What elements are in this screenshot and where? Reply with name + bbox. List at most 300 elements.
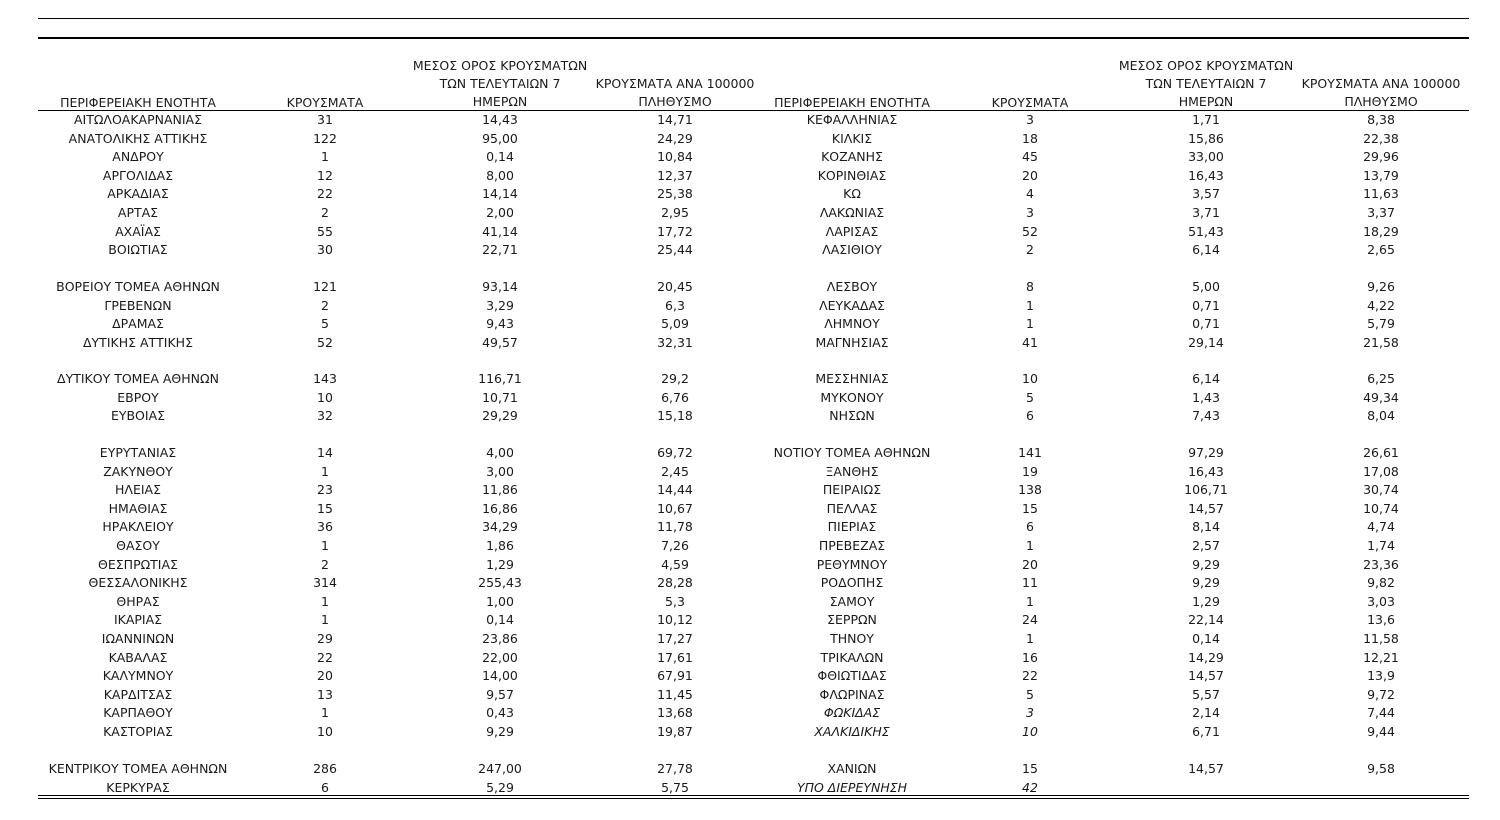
cell-cases: 1 [321, 612, 329, 628]
cell-region: ΗΡΑΚΛΕΙΟΥ [102, 519, 174, 535]
cell-region: ΕΥΒΟΙΑΣ [110, 408, 166, 424]
cell-region: ΙΚΑΡΙΑΣ [113, 612, 163, 628]
cell-avg7: 6,71 [1192, 724, 1220, 739]
header-cases-left: ΚΡΟΥΣΜΑΤΑ [286, 95, 364, 110]
cell-per100k: 8,38 [1367, 112, 1395, 127]
cell-per100k: 20,45 [657, 279, 693, 294]
table-row [0, 704, 1500, 722]
cell-cases: 1 [321, 593, 329, 609]
header-avg7-right-line2: ΤΩΝ ΤΕΛΕΥΤΑΙΩΝ 7 [1145, 76, 1267, 91]
cell-avg7: 7,43 [1192, 408, 1220, 424]
cell-per100k: 6,25 [1367, 371, 1395, 386]
cell-per100k: 25,38 [657, 186, 693, 202]
cell-cases: 1 [321, 538, 329, 553]
cell-cases: 1 [1026, 316, 1034, 332]
cell-region: ΦΩΚΙΔΑΣ [823, 705, 881, 721]
cell-per100k: 9,82 [1367, 575, 1395, 591]
cell-per100k: 7,26 [661, 538, 689, 553]
cell-avg7: 4,00 [486, 445, 514, 460]
table-row [0, 204, 1500, 222]
cell-avg7: 5,57 [1192, 686, 1220, 702]
cell-avg7: 9,57 [486, 686, 514, 702]
cell-cases: 2 [1026, 242, 1034, 258]
cell-cases: 5 [321, 316, 329, 332]
bottom-rule-2 [38, 798, 1469, 799]
cell-cases: 5 [1026, 686, 1034, 702]
cell-region: ΜΥΚΟΝΟΥ [820, 389, 884, 405]
cell-per100k: 67,91 [657, 668, 693, 684]
cell-region: ΑΧΑΪΑΣ [115, 223, 161, 239]
cell-per100k: 12,37 [657, 167, 693, 183]
cell-per100k: 17,72 [657, 223, 693, 239]
cell-avg7: 10,71 [482, 389, 518, 405]
cell-region: ΤΡΙΚΑΛΩΝ [820, 649, 884, 665]
table-row [0, 760, 1500, 778]
cell-per100k: 14,71 [657, 112, 693, 127]
bottom-rule-1 [38, 795, 1469, 796]
cell-per100k: 10,67 [657, 500, 693, 516]
cell-region: ΛΕΣΒΟΥ [826, 279, 878, 294]
top-rule [38, 18, 1469, 19]
cell-cases: 122 [313, 130, 337, 146]
cell-region: ΞΑΝΘΗΣ [825, 463, 879, 479]
cell-avg7: 41,14 [482, 223, 518, 239]
cell-per100k: 10,84 [657, 149, 693, 165]
cell-per100k: 9,26 [1367, 279, 1395, 294]
cell-region: ΕΒΡΟΥ [117, 389, 159, 405]
cell-per100k: 11,45 [657, 686, 693, 702]
cell-avg7: 93,14 [482, 279, 518, 294]
cell-avg7: 22,71 [482, 242, 518, 258]
cell-per100k: 2,65 [1367, 242, 1395, 258]
table-row [0, 574, 1500, 592]
cell-per100k: 12,21 [1363, 649, 1399, 665]
cell-avg7: 9,29 [1192, 556, 1220, 572]
cell-region: ΚΩ [843, 186, 861, 202]
cell-avg7: 16,43 [1188, 167, 1224, 183]
cell-avg7: 106,71 [1184, 482, 1228, 498]
cell-avg7: 49,57 [482, 334, 518, 350]
cell-per100k: 26,61 [1363, 445, 1399, 460]
cell-cases: 6 [321, 779, 329, 795]
table-row [0, 278, 1500, 296]
cell-cases: 2 [321, 205, 329, 220]
cell-avg7: 14,57 [1188, 500, 1224, 516]
cell-per100k: 11,58 [1363, 631, 1399, 646]
cell-avg7: 2,14 [1192, 705, 1220, 721]
cell-cases: 10 [317, 724, 333, 739]
cell-per100k: 6,76 [661, 389, 689, 405]
cell-avg7: 9,29 [1192, 575, 1220, 591]
table-row [0, 223, 1500, 241]
table-row [0, 444, 1500, 462]
cell-per100k: 10,74 [1363, 500, 1399, 516]
cell-region: ΤΗΝΟΥ [830, 631, 874, 646]
cell-cases: 32 [317, 408, 333, 424]
cell-cases: 314 [313, 575, 337, 591]
cell-cases: 8 [1026, 279, 1034, 294]
cell-per100k: 29,2 [661, 371, 689, 386]
cell-per100k: 28,28 [657, 575, 693, 591]
header-region-left: ΠΕΡΙΦΕΡΕΙΑΚΗ ΕΝΟΤΗΤΑ [60, 95, 216, 110]
cell-avg7: 97,29 [1188, 445, 1224, 460]
cell-region: ΘΑΣΟΥ [116, 538, 160, 553]
cell-per100k: 4,22 [1367, 297, 1395, 313]
table-row [0, 241, 1500, 259]
cell-region: ΠΙΕΡΙΑΣ [827, 519, 877, 535]
cell-cases: 10 [317, 389, 333, 405]
cell-per100k: 69,72 [657, 445, 693, 460]
cell-avg7: 14,43 [482, 112, 518, 127]
cell-cases: 20 [1022, 167, 1038, 183]
cell-avg7: 255,43 [478, 575, 522, 591]
table-row [0, 389, 1500, 407]
table-row [0, 593, 1500, 611]
cell-per100k: 10,12 [657, 612, 693, 628]
cell-per100k: 18,29 [1363, 223, 1399, 239]
cell-cases: 11 [1022, 575, 1038, 591]
cell-avg7: 1,71 [1192, 112, 1220, 127]
header-per100k-left-line1: ΚΡΟΥΣΜΑΤΑ ΑΝΑ 100000 [595, 76, 755, 91]
cell-cases: 138 [1018, 482, 1042, 498]
cell-per100k: 21,58 [1363, 334, 1399, 350]
cell-avg7: 6,14 [1192, 242, 1220, 258]
cell-per100k: 11,78 [657, 519, 693, 535]
cell-per100k: 19,87 [657, 724, 693, 739]
cell-per100k: 9,44 [1367, 724, 1395, 739]
cell-cases: 15 [317, 500, 333, 516]
cell-region: ΦΛΩΡΙΝΑΣ [819, 686, 885, 702]
cell-cases: 22 [1022, 668, 1038, 684]
cell-avg7: 2,00 [486, 205, 514, 220]
cell-cases: 286 [313, 761, 337, 776]
cell-per100k: 49,34 [1363, 389, 1399, 405]
cell-per100k: 27,78 [657, 761, 693, 776]
cell-avg7: 1,00 [486, 593, 514, 609]
cell-region: ΡΕΘΥΜΝΟΥ [816, 556, 888, 572]
cell-cases: 14 [317, 445, 333, 460]
cell-region: ΛΗΜΝΟΥ [824, 316, 880, 332]
header-avg7-left-line1: ΜΕΣΟΣ ΟΡΟΣ ΚΡΟΥΣΜΑΤΩΝ [412, 58, 588, 73]
header-avg7-left-line2: ΤΩΝ ΤΕΛΕΥΤΑΙΩΝ 7 [439, 76, 561, 91]
cell-cases: 52 [1022, 223, 1038, 239]
table-row [0, 500, 1500, 518]
cell-cases: 10 [1022, 724, 1038, 739]
cell-per100k: 13,79 [1363, 167, 1399, 183]
cell-cases: 121 [313, 279, 337, 294]
cell-cases: 52 [317, 334, 333, 350]
cell-cases: 31 [317, 112, 333, 127]
header-avg7-right-line1: ΜΕΣΟΣ ΟΡΟΣ ΚΡΟΥΣΜΑΤΩΝ [1118, 58, 1294, 73]
cell-region: ΠΡΕΒΕΖΑΣ [818, 538, 886, 553]
cell-per100k: 2,95 [661, 205, 689, 220]
cell-avg7: 22,00 [482, 649, 518, 665]
cell-per100k: 13,6 [1367, 612, 1395, 628]
cell-region: ΥΠΟ ΔΙΕΡΕΥΝΗΣΗ [796, 779, 908, 795]
cell-cases: 5 [1026, 389, 1034, 405]
cell-cases: 36 [317, 519, 333, 535]
cell-per100k: 1,74 [1367, 538, 1395, 553]
cell-cases: 12 [317, 167, 333, 183]
table-row [0, 370, 1500, 388]
cell-avg7: 0,71 [1192, 297, 1220, 313]
cell-region: ΠΕΛΛΑΣ [826, 500, 878, 516]
cell-cases: 42 [1022, 779, 1038, 795]
cell-per100k: 5,75 [661, 779, 689, 795]
cell-region: ΚΑΒΑΛΑΣ [108, 649, 168, 665]
cell-cases: 15 [1022, 500, 1038, 516]
cell-per100k: 4,59 [661, 556, 689, 572]
cell-avg7: 16,43 [1188, 463, 1224, 479]
cell-avg7: 1,29 [486, 556, 514, 572]
header-per100k-right-line1: ΚΡΟΥΣΜΑΤΑ ΑΝΑ 100000 [1301, 76, 1461, 91]
cell-region: ΗΛΕΙΑΣ [115, 482, 161, 498]
cell-region: ΣΑΜΟΥ [829, 593, 875, 609]
cell-avg7: 14,29 [1188, 649, 1224, 665]
cell-cases: 2 [321, 556, 329, 572]
cell-cases: 2 [321, 297, 329, 313]
header-avg7-right-line3: ΗΜΕΡΩΝ [1178, 94, 1234, 109]
cell-cases: 20 [317, 668, 333, 684]
table-row [0, 630, 1500, 648]
header-avg7-left-line3: ΗΜΕΡΩΝ [472, 94, 528, 109]
cell-per100k: 2,45 [661, 463, 689, 479]
cell-avg7: 6,14 [1192, 371, 1220, 386]
cell-avg7: 0,71 [1192, 316, 1220, 332]
cell-cases: 24 [1022, 612, 1038, 628]
cell-region: ΛΕΥΚΑΔΑΣ [819, 297, 885, 313]
cell-per100k: 9,72 [1367, 686, 1395, 702]
header-per100k-right-line2: ΠΛΗΘΥΣΜΟ [1344, 94, 1418, 109]
cell-cases: 19 [1022, 463, 1038, 479]
cell-avg7: 3,71 [1192, 205, 1220, 220]
cell-cases: 16 [1022, 649, 1038, 665]
cell-avg7: 247,00 [478, 761, 522, 776]
cell-per100k: 8,04 [1367, 408, 1395, 424]
cell-per100k: 9,58 [1367, 761, 1395, 776]
cell-cases: 6 [1026, 519, 1034, 535]
cell-per100k: 5,09 [661, 316, 689, 332]
cell-region: ΧΑΛΚΙΔΙΚΗΣ [814, 724, 890, 739]
cell-per100k: 5,3 [665, 593, 685, 609]
cell-cases: 6 [1026, 408, 1034, 424]
cell-region: ΒΟΙΩΤΙΑΣ [108, 242, 168, 258]
cell-region: ΚΑΡΔΙΤΣΑΣ [103, 686, 173, 702]
cell-avg7: 11,86 [482, 482, 518, 498]
table-row [0, 315, 1500, 333]
cell-per100k: 24,29 [657, 130, 693, 146]
cell-cases: 143 [313, 371, 337, 386]
cell-region: ΚΑΣΤΟΡΙΑΣ [103, 724, 173, 739]
cell-cases: 1 [321, 463, 329, 479]
cell-cases: 13 [317, 686, 333, 702]
table-row [0, 481, 1500, 499]
cell-cases: 41 [1022, 334, 1038, 350]
cell-per100k: 13,68 [657, 705, 693, 721]
table-row [0, 148, 1500, 166]
cell-region: ΑΝΑΤΟΛΙΚΗΣ ΑΤΤΙΚΗΣ [68, 130, 208, 146]
table-row [0, 334, 1500, 352]
cell-region: ΚΑΛΥΜΝΟΥ [102, 668, 174, 684]
cell-per100k: 23,36 [1363, 556, 1399, 572]
cell-cases: 23 [317, 482, 333, 498]
cell-region: ΚΕΝΤΡΙΚΟΥ ΤΟΜΕΑ ΑΘΗΝΩΝ [48, 761, 228, 776]
cell-region: ΔΥΤΙΚΟΥ ΤΟΜΕΑ ΑΘΗΝΩΝ [57, 371, 219, 386]
cell-cases: 30 [317, 242, 333, 258]
cell-region: ΚΕΡΚΥΡΑΣ [106, 779, 170, 795]
cell-region: ΕΥΡΥΤΑΝΙΑΣ [99, 445, 177, 460]
cell-per100k: 22,38 [1363, 130, 1399, 146]
cell-avg7: 34,29 [482, 519, 518, 535]
table-row [0, 779, 1500, 797]
cell-avg7: 0,14 [486, 612, 514, 628]
table-row [0, 667, 1500, 685]
header-top-rule [38, 37, 1469, 39]
cell-per100k: 29,96 [1363, 149, 1399, 165]
cell-per100k: 6,3 [665, 297, 685, 313]
cell-region: ΒΟΡΕΙΟΥ ΤΟΜΕΑ ΑΘΗΝΩΝ [56, 279, 220, 294]
cell-avg7: 14,57 [1188, 668, 1224, 684]
cell-region: ΑΡΤΑΣ [117, 205, 159, 220]
cell-cases: 20 [1022, 556, 1038, 572]
cell-region: ΑΡΚΑΔΙΑΣ [107, 186, 169, 202]
cell-per100k: 3,37 [1367, 205, 1395, 220]
cell-per100k: 15,18 [657, 408, 693, 424]
cell-cases: 3 [1026, 205, 1034, 220]
table-row [0, 556, 1500, 574]
cell-avg7: 23,86 [482, 631, 518, 646]
cell-avg7: 16,86 [482, 500, 518, 516]
table-row [0, 130, 1500, 148]
cell-per100k: 14,44 [657, 482, 693, 498]
cell-per100k: 30,74 [1363, 482, 1399, 498]
header-cases-right: ΚΡΟΥΣΜΑΤΑ [991, 95, 1069, 110]
cell-region: ΗΜΑΘΙΑΣ [108, 500, 168, 516]
cell-avg7: 3,57 [1192, 186, 1220, 202]
cell-region: ΠΕΙΡΑΙΩΣ [822, 482, 882, 498]
cell-region: ΦΘΙΩΤΙΔΑΣ [817, 668, 887, 684]
table-row [0, 686, 1500, 704]
cell-cases: 22 [317, 186, 333, 202]
cell-avg7: 8,00 [486, 167, 514, 183]
cell-cases: 1 [1026, 631, 1034, 646]
cell-avg7: 9,29 [486, 724, 514, 739]
cell-region: ΛΑΚΩΝΙΑΣ [819, 205, 885, 220]
cell-avg7: 14,57 [1188, 761, 1224, 776]
table-row [0, 723, 1500, 741]
header-per100k-left-line2: ΠΛΗΘΥΣΜΟ [638, 94, 712, 109]
cell-region: ΜΑΓΝΗΣΙΑΣ [815, 334, 889, 350]
cell-per100k: 7,44 [1367, 705, 1395, 721]
table-row [0, 537, 1500, 555]
cell-region: ΘΕΣΠΡΩΤΙΑΣ [98, 556, 178, 572]
cell-cases: 1 [1026, 297, 1034, 313]
cell-cases: 1 [321, 149, 329, 165]
table-row [0, 463, 1500, 481]
table-row [0, 111, 1500, 129]
cell-region: ΚΟΡΙΝΘΙΑΣ [817, 167, 887, 183]
cell-avg7: 5,00 [1192, 279, 1220, 294]
cell-per100k: 11,63 [1363, 186, 1399, 202]
cell-cases: 3 [1026, 112, 1034, 127]
cell-region: ΑΝΔΡΟΥ [112, 149, 164, 165]
cell-region: ΑΙΤΩΛΟΑΚΑΡΝΑΝΙΑΣ [73, 112, 203, 127]
cell-per100k: 3,03 [1367, 593, 1395, 609]
cell-per100k: 17,27 [657, 631, 693, 646]
cell-cases: 22 [317, 649, 333, 665]
cell-region: ΝΗΣΩΝ [829, 408, 875, 424]
cell-avg7: 22,14 [1188, 612, 1224, 628]
cell-avg7: 3,00 [486, 463, 514, 479]
cell-avg7: 2,57 [1192, 538, 1220, 553]
header-region-right: ΠΕΡΙΦΕΡΕΙΑΚΗ ΕΝΟΤΗΤΑ [774, 95, 930, 110]
cell-region: ΣΕΡΡΩΝ [827, 612, 877, 628]
cell-cases: 4 [1026, 186, 1034, 202]
table-row [0, 167, 1500, 185]
cell-avg7: 1,29 [1192, 593, 1220, 609]
cell-cases: 1 [1026, 538, 1034, 553]
cell-region: ΔΥΤΙΚΗΣ ΑΤΤΙΚΗΣ [83, 334, 193, 350]
table-row [0, 649, 1500, 667]
cell-region: ΘΗΡΑΣ [116, 593, 160, 609]
cell-cases: 45 [1022, 149, 1038, 165]
cell-cases: 3 [1026, 705, 1034, 721]
cell-avg7: 95,00 [482, 130, 518, 146]
table-row [0, 407, 1500, 425]
table-row [0, 185, 1500, 203]
cell-region: ΝΟΤΙΟΥ ΤΟΜΕΑ ΑΘΗΝΩΝ [773, 445, 931, 460]
cell-per100k: 5,79 [1367, 316, 1395, 332]
table-row [0, 518, 1500, 536]
cell-per100k: 32,31 [657, 334, 693, 350]
cell-avg7: 0,14 [1192, 631, 1220, 646]
cell-region: ΛΑΣΙΘΙΟΥ [822, 242, 882, 258]
cell-avg7: 0,14 [486, 149, 514, 165]
cell-avg7: 14,00 [482, 668, 518, 684]
cell-avg7: 116,71 [478, 371, 522, 386]
cell-region: ΡΟΔΟΠΗΣ [820, 575, 884, 591]
cell-avg7: 1,86 [486, 538, 514, 553]
cell-cases: 15 [1022, 761, 1038, 776]
cell-cases: 55 [317, 223, 333, 239]
cell-avg7: 51,43 [1188, 223, 1224, 239]
cell-region: ΔΡΑΜΑΣ [112, 316, 164, 332]
cell-region: ΚΙΛΚΙΣ [831, 130, 873, 146]
cell-avg7: 15,86 [1188, 130, 1224, 146]
cell-region: ΜΕΣΣΗΝΙΑΣ [815, 371, 889, 386]
cell-per100k: 25,44 [657, 242, 693, 258]
cell-region: ΘΕΣΣΑΛΟΝΙΚΗΣ [88, 575, 188, 591]
cell-region: ΓΡΕΒΕΝΩΝ [104, 297, 172, 313]
cell-avg7: 1,43 [1192, 389, 1220, 405]
cell-region: ΑΡΓΟΛΙΔΑΣ [102, 167, 174, 183]
cell-avg7: 29,29 [482, 408, 518, 424]
cell-cases: 29 [317, 631, 333, 646]
cell-cases: 18 [1022, 130, 1038, 146]
cell-region: ΧΑΝΙΩΝ [827, 761, 877, 776]
cell-cases: 1 [321, 705, 329, 721]
cell-cases: 10 [1022, 371, 1038, 386]
cell-cases: 141 [1018, 445, 1042, 460]
cell-per100k: 13,9 [1367, 668, 1395, 684]
cell-region: ΛΑΡΙΣΑΣ [825, 223, 879, 239]
cell-cases: 1 [1026, 593, 1034, 609]
cell-per100k: 17,08 [1363, 463, 1399, 479]
cell-region: ΖΑΚΥΝΘΟΥ [103, 463, 173, 479]
cell-avg7: 0,43 [486, 705, 514, 721]
cell-avg7: 9,43 [486, 316, 514, 332]
cell-avg7: 5,29 [486, 779, 514, 795]
